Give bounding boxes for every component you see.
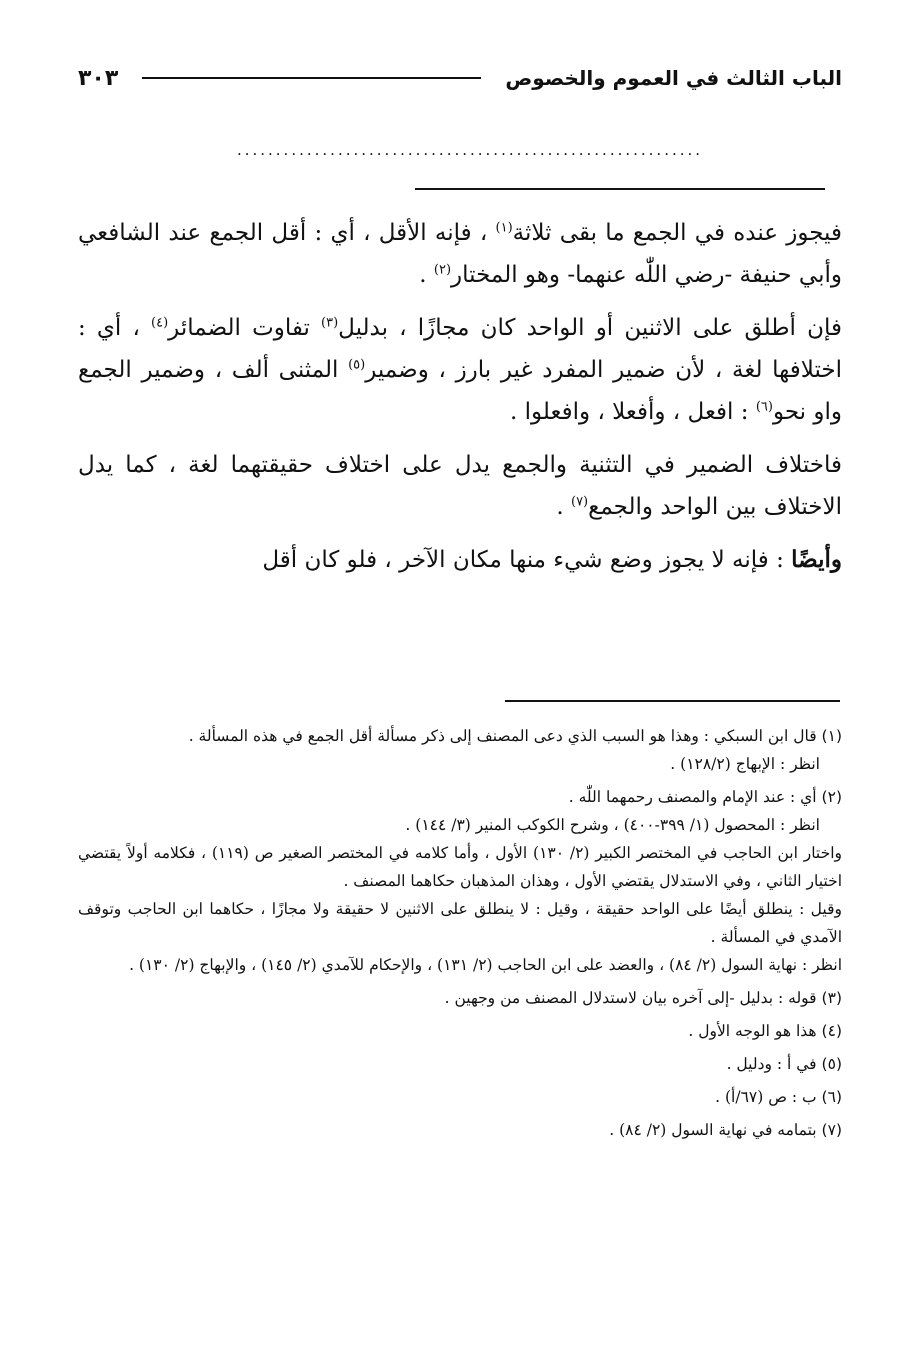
header-rule <box>142 77 481 79</box>
separator-rule <box>415 188 825 190</box>
footnote-ref: (٣) <box>321 315 339 331</box>
footnote-line <box>78 1116 842 1144</box>
footnote-line <box>78 984 842 1012</box>
footnote-line <box>78 1050 842 1078</box>
paragraph <box>78 212 842 296</box>
text-segment: ، فإنه الأقل ، أي : أقل الجمع عند الشافعي وأبي حنيفة -رضي اللّٰه عنهما- وهو المختار <box>78 220 842 288</box>
paragraph <box>78 539 842 581</box>
text-segment: : فإنه لا يجوز وضع شيء منها مكان الآخر ، فلو كان أقل <box>262 547 792 573</box>
footnote-line <box>78 839 842 895</box>
footnote-ref: (١) <box>495 220 513 236</box>
footnote-text: وقيل : ينطلق أيضًا على الواحد حقيقة ، وقيل : لا ينطلق على الاثنين لا حقيقة ولا مجازًا ، حكاهما ابن الحاجب وتوقف الآمدي في المسألة . <box>78 900 842 946</box>
footnote-text: هذا هو الوجه الأول . <box>688 1022 817 1040</box>
text-segment: فاختلاف الضمير في التثنية والجمع يدل على اختلاف حقيقتهما لغة ، كما يدل الاختلاف بين الواحد والجمع <box>78 452 842 520</box>
footnote-separator <box>505 700 840 702</box>
footnote-text: بتمامه في نهاية السول (٢/ ٨٤) . <box>609 1121 817 1139</box>
footnote <box>78 1050 842 1078</box>
page-number: ٣٠٣ <box>78 65 119 91</box>
omission-dots: ............................................................ <box>236 141 704 159</box>
text-segment: المثنى ألف ، وضمير الجمع واو نحو <box>78 357 842 425</box>
footnote-line <box>78 951 842 979</box>
main-text <box>78 212 842 592</box>
chapter-title: الباب الثالث في العموم والخصوص <box>505 66 842 90</box>
footnote-number: (٥) <box>821 1055 842 1073</box>
footnote-line <box>78 783 842 811</box>
text-segment: . <box>556 494 571 520</box>
footnote-text: انظر : نهاية السول (٢/ ٨٤) ، والعضد على ابن الحاجب (٢/ ١٣١) ، والإحكام للآمدي (٢/ ١٤٥) ، والإبهاج (٢/ ١٣٠) . <box>129 956 842 974</box>
lead-word: وأيضًا <box>791 546 842 573</box>
footnote-number: (٦) <box>821 1088 842 1106</box>
footnote <box>78 984 842 1012</box>
footnote-line <box>78 895 842 951</box>
text-segment: فيجوز عنده في الجمع ما بقى ثلاثة <box>512 220 842 246</box>
footnote-number: (٢) <box>821 788 842 806</box>
footnote <box>78 1017 842 1045</box>
footnote-line <box>78 1017 842 1045</box>
paragraph <box>78 444 842 528</box>
footnote <box>78 1083 842 1111</box>
footnote-text: واختار ابن الحاجب في المختصر الكبير (٢/ ١٣٠) الأول ، وأما كلامه في المختصر الصغير ص (١١٩) ، فكلامه أولاً يقتضي اختيار الثاني ، وفي الاستدلال يقتضي الأول ، وهذان المذهبان حكاهما المصنف . <box>78 844 842 890</box>
footnotes <box>78 722 842 1149</box>
text-segment: فإن أطلق على الاثنين أو الواحد كان مجازًا ، بدليل <box>338 315 842 341</box>
paragraph <box>78 307 842 433</box>
text-segment: : افعل ، وأفعلا ، وافعلوا . <box>510 399 756 425</box>
footnote-number: (٤) <box>821 1022 842 1040</box>
text-segment: تفاوت الضمائر <box>168 315 322 341</box>
running-header <box>78 58 842 98</box>
footnote-number: (٧) <box>821 1121 842 1139</box>
footnote-text: أي : عند الإمام والمصنف رحمهما اللّٰه . <box>568 788 817 806</box>
footnote-text: قوله : بدليل -إلى آخره بيان لاستدلال المصنف من وجهين . <box>444 989 817 1007</box>
footnote-line <box>78 750 842 778</box>
footnote-text: انظر : الإبهاج (١٢٨/٢) . <box>670 755 820 773</box>
footnote-number: (٣) <box>821 989 842 1007</box>
footnote-text: في أ : ودليل . <box>726 1055 817 1073</box>
footnote-text: قال ابن السبكي : وهذا هو السبب الذي دعى المصنف إلى ذكر مسألة أقل الجمع في هذه المسألة . <box>188 727 817 745</box>
footnote-line <box>78 1083 842 1111</box>
footnote <box>78 722 842 778</box>
text-segment: ، أي : اختلافها لغة ، لأن ضمير المفرد غير بارز ، وضمير <box>78 315 843 383</box>
footnote-ref: (٤) <box>151 315 169 331</box>
footnote-ref: (٦) <box>755 399 773 415</box>
footnote-line <box>78 811 842 839</box>
footnote-text: انظر : المحصول (١/ ٣٩٩-٤٠٠) ، وشرح الكوكب المنير (٣/ ١٤٤) . <box>405 816 820 834</box>
footnote-text: ب : ص (٦٧/أ) . <box>715 1088 817 1106</box>
footnote-ref: (٧) <box>570 494 589 510</box>
footnote-line <box>78 722 842 750</box>
footnote-number: (١) <box>821 727 842 745</box>
footnote <box>78 1116 842 1144</box>
footnote-ref: (٥) <box>348 357 366 373</box>
footnote <box>78 783 842 979</box>
footnote-ref: (٢) <box>433 262 452 278</box>
text-segment: . <box>419 262 434 288</box>
